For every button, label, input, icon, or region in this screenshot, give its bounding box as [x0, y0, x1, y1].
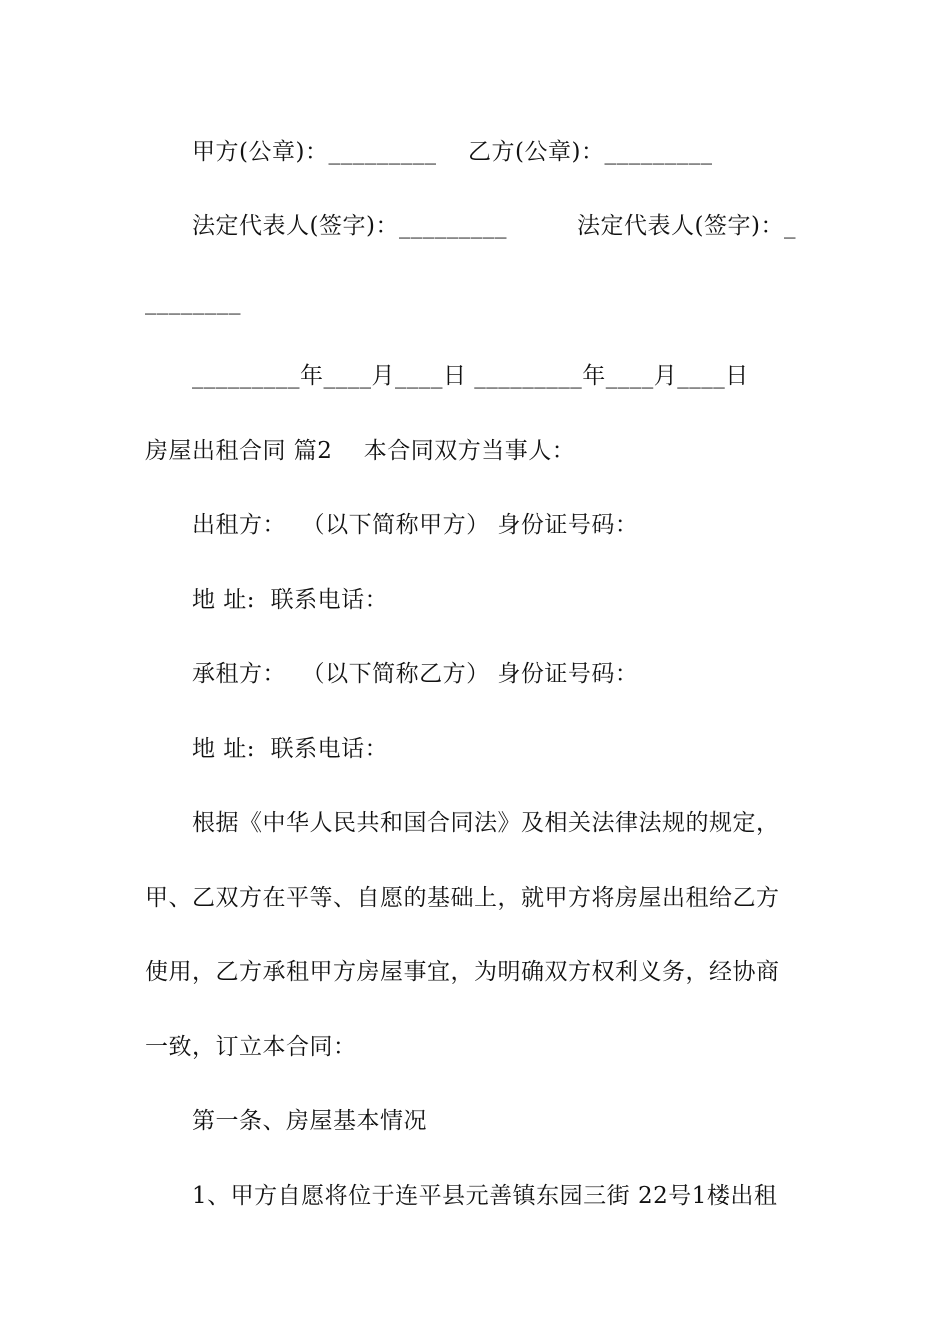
lessor-line: 出租方： （以下简称甲方） 身份证号码： — [192, 512, 639, 538]
contract-heading: 房屋出租合同 篇2 本合同双方当事人： — [145, 438, 576, 464]
date-line: _________年____月____日 _________年____月____日 — [192, 363, 749, 389]
party-a-seal-line: 甲方(公章)：_________ — [192, 139, 437, 165]
party-b-representative-cont: ________ — [145, 289, 241, 315]
lessee-address-line: 地 址: 联系电话： — [192, 736, 389, 762]
lessor-address-line: 地 址: 联系电话： — [192, 587, 389, 613]
article-item: 1、甲方自愿将位于连平县元善镇东园三街 22号1楼出租 — [192, 1183, 778, 1209]
paragraph-line: 根据《中华人民共和国合同法》及相关法律法规的规定， — [192, 810, 780, 836]
party-a-representative: 法定代表人(签字)：_________ — [192, 213, 507, 239]
paragraph-line: 甲、乙双方在平等、自愿的基础上，就甲方将房屋出租给乙方 — [145, 885, 780, 911]
party-b-representative: 法定代表人(签字)：_ — [577, 213, 796, 239]
lessee-line: 承租方： （以下简称乙方） 身份证号码： — [192, 661, 639, 687]
paragraph-line: 使用，乙方承租甲方房屋事宜，为明确双方权利义务，经协商 — [145, 959, 780, 985]
paragraph-line: 一致，订立本合同： — [145, 1034, 357, 1060]
article-title: 第一条、房屋基本情况 — [192, 1108, 427, 1134]
party-b-seal-line: 乙方(公章)：_________ — [468, 139, 713, 165]
